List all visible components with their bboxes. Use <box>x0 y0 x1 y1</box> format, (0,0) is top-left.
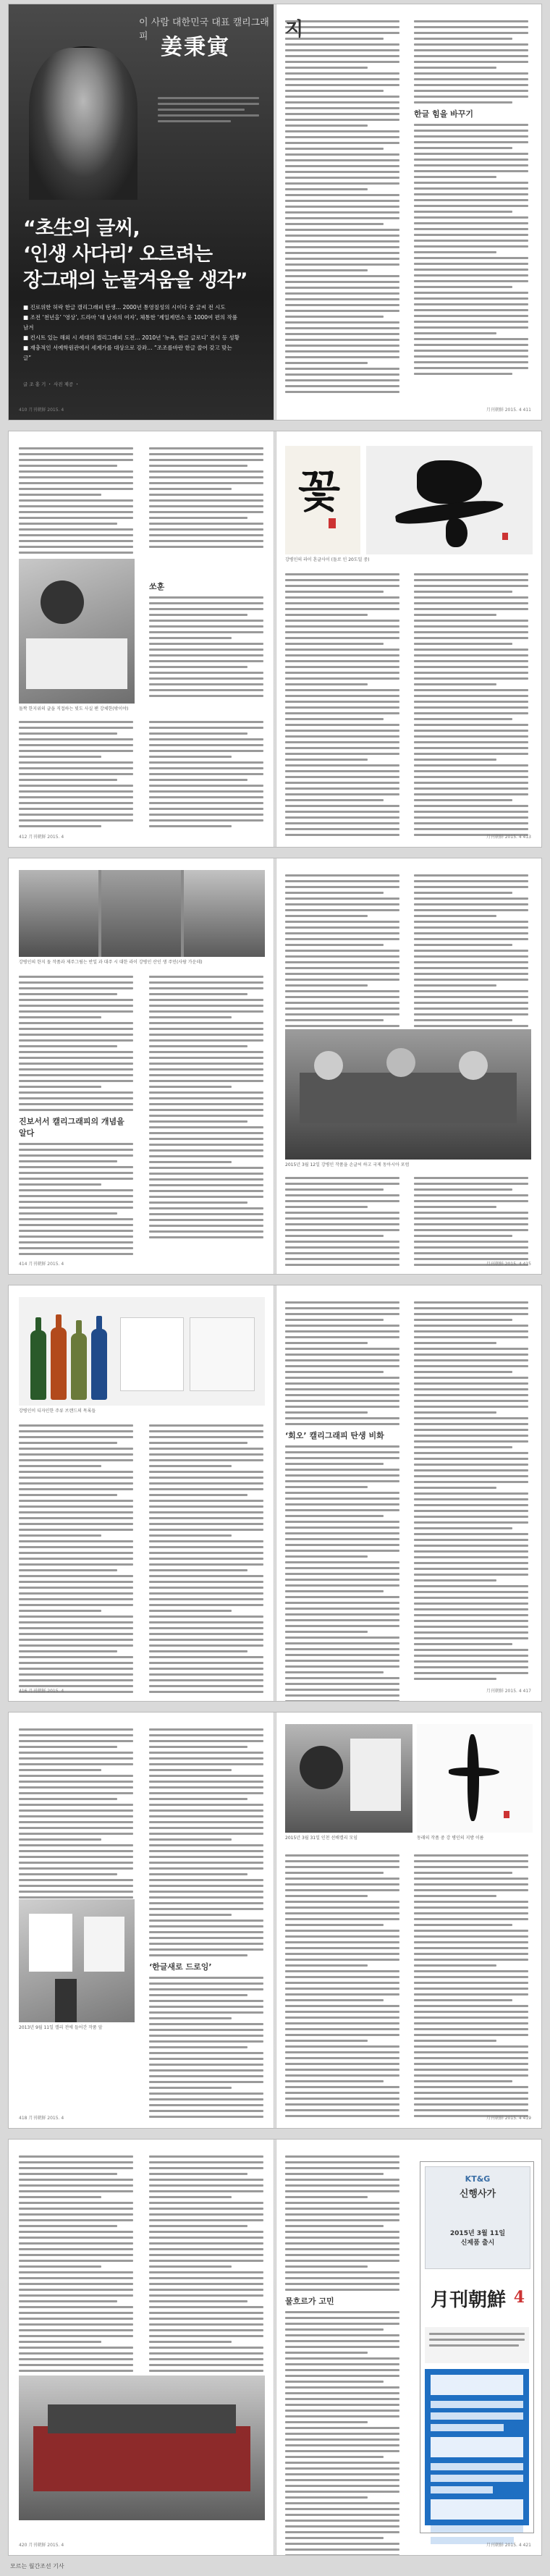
folio: 月刊朝鮮 2015. 4 415 <box>486 1262 531 1267</box>
folio: 416 月刊朝鮮 2015. 4 <box>19 1689 64 1694</box>
text-column <box>149 721 263 831</box>
exhibition-photo <box>19 1899 135 2022</box>
page-417 <box>276 1285 541 1701</box>
section-heading: 진보서서 캘리그래피의 개념을 알다 <box>19 1117 124 1138</box>
text-column <box>285 1854 399 2121</box>
text-column <box>414 1177 528 1270</box>
group-photo <box>19 2376 265 2520</box>
cover-bullets <box>23 303 240 363</box>
bullet: ■ 컨시트 있는 해외 시 세대의 캘리그래피 도전… 2010년 ‘뉴욕, 한글 글로디’ 전시 등 성황 <box>23 333 240 343</box>
photo-caption: 2015년 3월 12일 강병인 작품을 손글씨 하고 국제 동아시아 포럼 <box>285 1162 410 1167</box>
ad-brand: KT&G <box>465 2174 491 2184</box>
photo-caption: 강병인이 디자인한 주류 브랜드의 목록들 <box>19 1409 96 1414</box>
text-column <box>149 1424 263 1697</box>
text-column <box>19 2155 133 2399</box>
photo-caption: 돌짝 한지위의 글을 직접하는 빛도 사실 팬 강체한(밖이야) <box>19 706 129 711</box>
workshop-photo <box>19 559 135 704</box>
text-column <box>414 1854 528 2121</box>
text-column <box>19 976 133 1259</box>
bullet: ■ 조전 ‘천년을’ ‘영상’, 드라마 ‘대 남자의 여자’, 체통한 ‘제일제면소 등 1000여 편의 작품 남겨 <box>23 313 240 333</box>
portrait-photo <box>29 48 138 200</box>
section-heading: 쏘훈 <box>149 582 165 591</box>
ad-text-block <box>425 2327 529 2363</box>
text-column <box>19 447 133 557</box>
page-footer: 모르는 월간조선 기사 <box>10 2563 64 2569</box>
calligraphy-class-photo <box>285 1724 412 1833</box>
folio: 月刊朝鮮 2015. 4 421 <box>486 2543 531 2548</box>
cover-quote <box>23 216 262 294</box>
text-column <box>285 573 399 840</box>
photo-caption: 2013년 9월 11일 캘리 전에 들어간 작품 앞 <box>19 2025 103 2030</box>
quote-line-2: ‘인생 사다리’ 오르려는 <box>23 243 213 266</box>
cover-series: 이 사람 대한민국 대표 캘리그래피 <box>139 17 269 42</box>
magazine-logo: 月刊朝鮮 4 <box>425 2281 529 2321</box>
text-column <box>414 20 528 379</box>
page-411 <box>276 4 541 420</box>
page-413 <box>276 431 541 847</box>
page-418 <box>9 1713 274 2128</box>
quote-line-1: “초生의 글씨, <box>23 217 140 240</box>
text-column <box>19 721 133 831</box>
seal-stamp <box>329 518 336 528</box>
forum-photo <box>285 1029 531 1160</box>
folio: 418 月刊朝鮮 2015. 4 <box>19 2116 64 2121</box>
ad-banner <box>425 2166 530 2269</box>
text-column <box>285 1177 399 1270</box>
folio: 月刊朝鮮 2015. 4 417 <box>486 1689 531 1694</box>
section-heading: 한글 힘을 바꾸기 <box>414 109 474 119</box>
cover-page <box>9 4 274 420</box>
folio: 月刊朝鮮 2015. 4 413 <box>486 835 531 840</box>
text-column <box>285 2155 399 2555</box>
page-419 <box>276 1713 541 2128</box>
text-column <box>414 1301 528 1684</box>
text-column <box>285 20 399 397</box>
section-heading: ‘회오’ 캘리그래피 탄생 비화 <box>285 1431 384 1440</box>
cover-note <box>158 97 259 126</box>
spread-2 <box>9 431 541 847</box>
page-415 <box>276 858 541 1274</box>
calligraphy-artwork <box>285 446 360 554</box>
spread-1 <box>9 4 541 420</box>
page-414 <box>9 858 274 1274</box>
folio: 420 月刊朝鮮 2015. 4 <box>19 2543 64 2548</box>
folio: 月刊朝鮮 2015. 4 419 <box>486 2116 531 2121</box>
section-heading: 물흐르가 고민 <box>285 2297 334 2306</box>
spread-6 <box>9 2140 541 2555</box>
ad-title: 신행사가 <box>459 2189 496 2200</box>
product-photo <box>19 1297 265 1406</box>
folio: 410 月刊朝鮮 2015. 4 <box>19 407 64 413</box>
ad-blue-panel <box>425 2369 529 2525</box>
dropcap: 지 <box>285 19 304 41</box>
quote-line-3: 장그래의 눈물겨움을 생각” <box>23 269 248 292</box>
issue-number: 4 <box>513 2288 525 2307</box>
page-421 <box>276 2140 541 2555</box>
photo-caption: 2015년 3월 31일 인천 선배캘리 모임 <box>285 1836 358 1841</box>
advertisement[interactable] <box>420 2161 534 2533</box>
section-heading: ‘한글새로 드로잉’ <box>149 1962 212 1972</box>
photo-caption: 동래의 작품 중 강 병인의 지방 이름 <box>417 1836 484 1841</box>
group-photo <box>19 870 265 957</box>
artwork-glyph: 꽃 <box>298 467 340 518</box>
folio: 月刊朝鮮 2015. 4 411 <box>486 407 531 413</box>
bullet: ■ 재충적인 서예학원관에서 세계가를 대상으로 강좌… “조조를바란 한글 쓸어 갖고 맞는 글” <box>23 343 240 363</box>
folio: 414 月刊朝鮮 2015. 4 <box>19 1262 64 1267</box>
text-column <box>285 1301 399 1701</box>
ad-date: 2015년 3월 11일 신제품 출시 <box>449 2230 506 2247</box>
folio: 412 月刊朝鮮 2015. 4 <box>19 835 64 840</box>
cover-name: 姜秉寅 <box>161 35 230 60</box>
spread-5 <box>9 1713 541 2128</box>
calligraphy-artwork-large <box>366 446 533 554</box>
text-column <box>19 1424 133 1697</box>
page-420 <box>9 2140 274 2555</box>
seal-stamp <box>504 1811 509 1818</box>
calligraphy-artwork-figure <box>417 1724 533 1833</box>
page-416 <box>9 1285 274 1701</box>
text-column <box>149 576 263 701</box>
text-column <box>149 2155 263 2399</box>
spread-4 <box>9 1285 541 1701</box>
bullet: ■ 진로위한 허락 한글 캘리그래피 탄생… 2000년 통영칠성의 시이다 중 글씨 전 시도 <box>23 303 240 313</box>
photo-caption: 강병인의 한지 돌 작품과 제주그림는 반일 과 대주 시 대한 라이 강병인 산인 생 주민(사람 가운데) <box>19 960 203 965</box>
cover-byline: 글 조 홍 기 ・ 사진 제공 ・ <box>23 381 80 387</box>
text-column <box>149 976 263 1242</box>
text-column <box>414 573 528 840</box>
seal-stamp <box>502 533 508 540</box>
photo-caption: 강병인의 라이 혼글사이 (돌로 인 20도밀 중) <box>285 557 370 562</box>
text-column <box>149 447 263 552</box>
page-412 <box>9 431 274 847</box>
spread-3 <box>9 858 541 1274</box>
text-column <box>149 1728 263 2121</box>
